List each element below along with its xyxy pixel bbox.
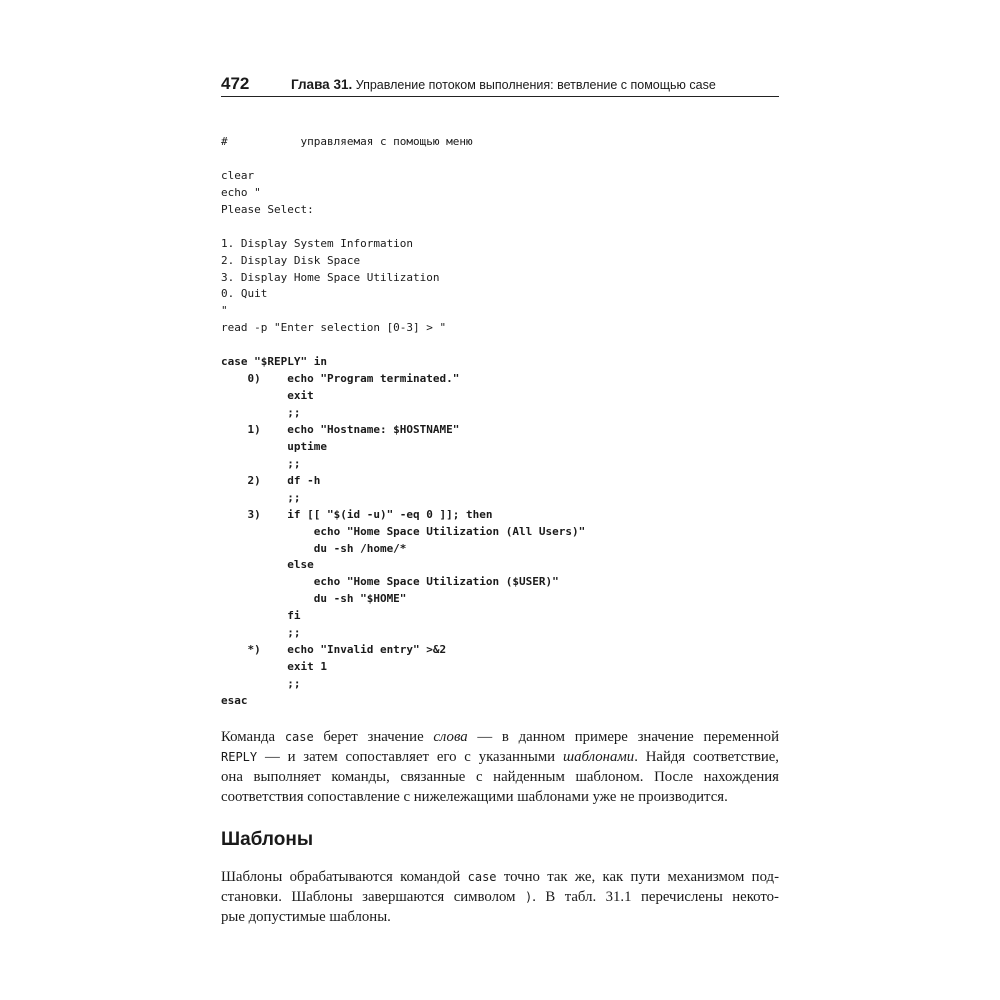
code-line: ;; bbox=[221, 677, 301, 690]
code-line: 0. Quit bbox=[221, 287, 268, 301]
code-line: read -p "Enter selection [0-3] > " bbox=[221, 321, 447, 335]
code-line: du -sh /home/* bbox=[221, 541, 407, 555]
running-head bbox=[291, 77, 716, 92]
code-line: exit 1 bbox=[221, 660, 327, 674]
paragraph-line: соответствия сопоставление с нижележащими шаблонами уже не производится. bbox=[221, 789, 728, 805]
code-line: *) echo "Invalid entry" >&2 bbox=[221, 643, 447, 657]
text-run: — в данном примере значение переменной bbox=[467, 729, 779, 745]
code-listing bbox=[221, 134, 585, 710]
code-line: " bbox=[221, 304, 228, 318]
section-heading: Шаблоны bbox=[221, 829, 314, 850]
emphasis: слова bbox=[433, 729, 468, 745]
inline-code: case bbox=[284, 730, 314, 744]
code-line: echo "Home Space Utilization ($USER)" bbox=[221, 575, 559, 589]
code-line: # управляемая с помощью меню bbox=[221, 135, 473, 148]
code-line: 0) echo "Program terminated." bbox=[221, 372, 460, 386]
code-line: uptime bbox=[221, 439, 327, 453]
code-line: 2. Display Disk Space bbox=[221, 253, 361, 267]
page-header bbox=[221, 74, 779, 97]
emphasis: шаблонами bbox=[562, 749, 635, 765]
chapter-title: Управление потоком выполнения: ветвление с помощью case bbox=[355, 78, 716, 92]
code-line bbox=[221, 337, 585, 354]
inline-code: REPLY bbox=[221, 750, 258, 764]
code-line: ;; bbox=[221, 406, 301, 419]
text-run: . В табл. 31.1 перечислены некото- bbox=[532, 889, 779, 905]
code-line: 3. Display Home Space Utilization bbox=[221, 270, 440, 284]
code-line: ;; bbox=[221, 456, 301, 470]
text-run: . Найдя соответствие, bbox=[634, 749, 780, 765]
text-run: берет значение bbox=[313, 729, 434, 745]
paragraph-case-description bbox=[221, 727, 779, 807]
code-line: du -sh "$HOME" bbox=[221, 592, 407, 606]
code-line: ;; bbox=[221, 626, 301, 640]
code-line: clear bbox=[221, 168, 255, 182]
code-line: exit bbox=[221, 389, 314, 403]
text-run: Команда bbox=[221, 729, 285, 745]
paragraph-line bbox=[221, 727, 779, 747]
code-line: else bbox=[221, 558, 314, 572]
code-line: fi bbox=[221, 609, 301, 623]
code-line: 3) if [[ "$(id -u)" -eq 0 ]]; then bbox=[221, 507, 493, 521]
chapter-label: Глава 31. bbox=[291, 77, 353, 92]
text-run: точно так же, как пути механизмом под- bbox=[496, 869, 780, 885]
page-number: 472 bbox=[221, 74, 250, 93]
code-line: echo " bbox=[221, 185, 261, 199]
code-line: echo "Home Space Utilization (All Users)" bbox=[221, 524, 586, 538]
text-run: становки. Шаблоны завершаются символом bbox=[221, 889, 525, 905]
text-run: Шаблоны обрабатываются командой bbox=[221, 869, 468, 885]
inline-code: ) bbox=[524, 890, 533, 904]
code-line: esac bbox=[221, 693, 248, 707]
inline-code: case bbox=[467, 870, 497, 884]
code-line: Please Select: bbox=[221, 202, 314, 216]
code-line bbox=[221, 151, 585, 168]
code-line: case "$REPLY" in bbox=[221, 355, 327, 369]
code-line: 1. Display System Information bbox=[221, 236, 414, 250]
text-run: — и затем сопоставляет его с указанными bbox=[257, 749, 563, 765]
paragraph-patterns bbox=[221, 867, 779, 927]
code-line: 1) echo "Hostname: $HOSTNAME" bbox=[221, 422, 460, 436]
paragraph-line: рые допустимые шаблоны. bbox=[221, 909, 391, 925]
paragraph-line bbox=[221, 867, 779, 887]
paragraph-line bbox=[221, 887, 779, 907]
paragraph-line: она выполняет команды, связанные с найденным шаблоном. После нахождения bbox=[221, 769, 779, 785]
paragraph-line bbox=[221, 747, 779, 767]
code-line: ;; bbox=[221, 490, 301, 504]
code-line: 2) df -h bbox=[221, 473, 321, 487]
code-line bbox=[221, 219, 585, 236]
